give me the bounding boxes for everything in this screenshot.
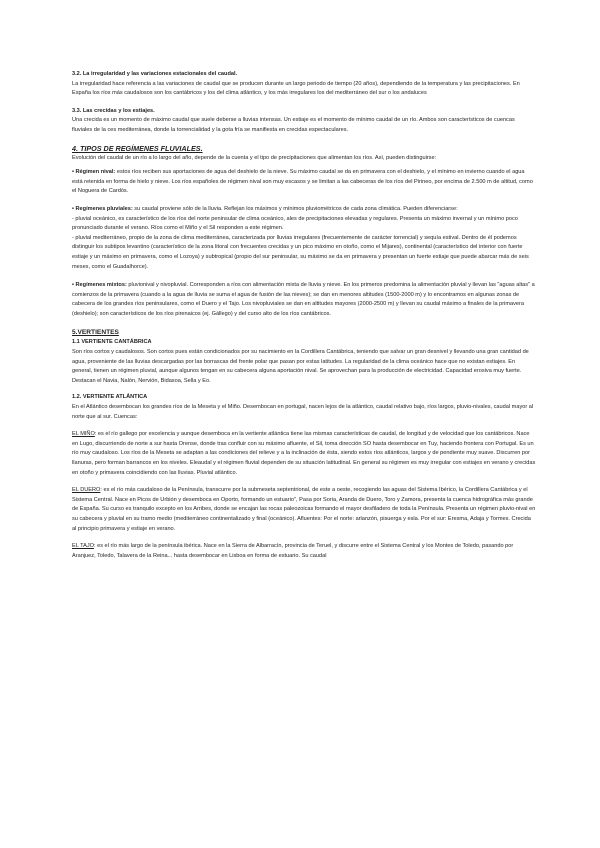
- pluvial-oceanico-text: - pluvial oceánico, es característico de los ríos del norte peninsular de clima oceánico, ales de precipitaciones elevadas y regulares. Presenta un máximo invernal y un mínimo poco pronunciado durante el verano. Ríos como el Miño y el Sil responden a este régimen.: [72, 215, 518, 232]
- river-mino-text: : es el río gallego por excelencia y aunque desemboca en la vertiente atlántica tiene las mismas características de caudal, de longitud y de velocidad que los cantábricos. Nace en Lugo, discurriendo de norte a sur hasta Orense, donde tras confluir con su máximo afluente, el Sil, toma dirección SO hasta desembocar en Tuy, haciendo frontera con Portugal. Es un río muy caudaloso. Los ríos de la Meseta se adaptan a las condiciones del relieve y a la inclinación de ésta, siendo estos ríos atlánticos, largos y de pendiente muy suave. Discurren por llanuras, pero forman barrancos en los niveles. Eleaudal y el régimen fluvial dependen de su situación latitudinal. En general su régimen es muy irregular con estiajes en verano y crecidas en otoño y primavera coincidiendo con las lluvias. Pluvial atlántico.: [72, 431, 536, 476]
- section-5-2-heading: 1.2. VERTIENTE ATLÁNTICA: [72, 394, 148, 401]
- river-mino-label: EL MIÑO: [72, 431, 95, 438]
- river-duero-paragraph: [72, 486, 536, 534]
- section-5-heading: 5.VERTIENTES: [72, 329, 119, 337]
- section-5-1-heading: 1.1 VERTIENTE CANTÁBRICA: [72, 339, 152, 346]
- section-3-2-body: La irregularidad hace referencia a las variaciones de caudal que se producen durante un largo periodo de tiempo (20 años), dependiendo de la temperatura y las precipitaciones. En España los ríos más caudalosos son los cantábricos y los del clima atlántico, y los más irregulares los del mediterráneo del sur o los andaluces: [72, 80, 520, 97]
- regime-nival-paragraph: [72, 168, 536, 197]
- river-tajo-paragraph: [72, 542, 536, 561]
- regime-pluvial-text: su caudal proviene sólo de la lluvia. Reflejan los máximos y mínimos pluviométricos de cada zona climática. Pueden diferenciarse:: [132, 205, 458, 212]
- section-4-heading: 4. TIPOS DE REGÍMENES FLUVIALES.: [72, 143, 203, 153]
- regime-mixtos-label: • Regímenes mixtos:: [72, 282, 127, 289]
- pluvial-mediterraneo-text: - pluvial mediterráneo, propio de la zona de clima mediterránea, caracterizada por lluvias irregulares (frecuentemente de carácter torrencial) y sequía estival. Dentro de él podemos distinguir los subtipos levantino (característico de la zona litoral con frecuentes crecidas y un pico máximo en otoño, como el Mijares), continental (característico del interior con fuerte estiaje y un máximo en primavera, como el Lozoya) y subtropical (propio del sur peninsular, su máximo se da en primavera y presentan un fuerte estiaje que puede abarcar más de seis meses, como el Guadalhorce).: [72, 234, 529, 270]
- section-5-1-body: Son ríos cortos y caudalosos. Son cortos pues están condicionados por su nacimiento en la Cordillera Cantábrica, teniendo que salvar un gran desnivel y llevando una gran cantidad de agua, proveniente de las lluvias descargadas por las borrascas del frente polar que pasan por estas latitudes. La regularidad de la clima oceánico hace que no existan estiajes. En general, tienen un régimen pluvial, aunque algunos tengan en su cabecera alguna aportación nival. Se aprovechan para la producción de electricidad. Capacidad erosiva muy fuerte. Destacan el Navia, Nalón, Nervión, Bidasoa, Sella y Eo.: [72, 349, 529, 384]
- regime-mixtos-text: pluvionival y nivopluvial. Corresponden a ríos con alimentación mixta de lluvia y nieve. En los primeros predomina la alimentación pluvial y llevan las "aguas altas" a comienzos de la primavera (cuando a la agua de lluvia se suma el agua de fusión de las nieves); se dan en menores altitudes (1500-2000 m) y lo encontramos en algunas zonas de cabecera de los grandes ríos peninsulares, como el Duero y el Tajo. Los nivopluviales se dan en altitudes mayores (2000-2500 m) y llevan su caudal máximo a finales de la primavera (deshielo); son característicos de los ríos pirenaicos (ej. Gállego) y del curso alto de los ríos cantábricos.: [72, 282, 535, 317]
- document-page: [72, 70, 536, 561]
- section-3-3-heading: 3.3. Las crecidas y los estiajes.: [72, 107, 155, 114]
- river-duero-label: EL DUERO: [72, 487, 101, 494]
- section-5-2-body: En el Atlántico desembocan los grandes ríos de la Meseta y el Miño. Desembocan en portugal, nacen lejos de la atlántico, caudal relativo bajo, ríos largos, pluvio-nivales, caudal mayor al norte que al sur. Cuencas:: [72, 404, 534, 420]
- river-mino-paragraph: [72, 430, 536, 478]
- river-tajo-label: EL TAJO: [72, 543, 94, 550]
- river-tajo-text: : es el río más largo de la península ibérica. Nace en la Sierra de Albarracín, provincia de Teruel, y discurre entre el Sistema Central y los Montes de Toledo, pasando por Aranjuez, Toledo, Talavera de la Reina... hasta desembocar en Lisboa en forma de estuario. Su caudal: [72, 543, 514, 559]
- section-4-intro: Evolución del caudal de un río a lo largo del año, depende de la cuenta y el tipo de precipitaciones que alimentan los ríos. Así, pueden distinguirse:: [72, 154, 437, 161]
- section-3-2-heading: 3.2. La irregularidad y las variaciones estacionales del caudal.: [72, 71, 238, 77]
- regime-nival-label: • Régimen nival:: [72, 169, 116, 176]
- regime-nival-text: estos ríos reciben sus aportaciones de agua del deshielo de la nieve. Su máximo caudal se da en primavera con el deshielo, y el mínimo en invierno cuando el agua está retenida en forma de hielo y nieve. Los ríos españoles de régimen nival son muy escasos y se limitan a las cabeceras de los ríos del Pirineo, por encima de 2.500 m de altitud, como el Noguera de Cardós.: [72, 169, 533, 195]
- regime-pluvial-label: • Regímenes pluviales:: [72, 205, 133, 212]
- regime-pluvial-paragraph: [72, 205, 536, 215]
- regime-mixtos-paragraph: [72, 281, 536, 319]
- section-3-3-body: Una crecida es un momento de máximo caudal que suele deberse a lluvias intensas. Un estiaje es el momento de mínimo caudal de un río. Ambos son característicos de cuencas fluviales de la ces mediterránea, donde la torrencialidad y la gota fría se manifiesta en crecidas espectaculares.: [72, 117, 515, 133]
- river-duero-text: : es el río más caudaloso de la Península, transcurre por la submeseta septentrional, de este a oeste, recogiendo las aguas del Sistema Ibérico, la Cordillera Cantábrica y el Sistema Central. Nace en Picos de Urbión y desemboca en Oporto, formando un estuario", Pasa por Soria, Aranda de Duero, Toro y Zamora, presenta la cuenca hidrográfica más grande de España. Su curso es tranquilo excepto en los Arribes, donde se encajan las rocas paleozoicas formando el mayor desfiladero de toda la Península. Presenta un régimen pluvio-nival en su cabecera y pluvial en su tramo medio (mediterráneo continentalizado y final (oceánico). Afluentes: Por el norte: arlanzón, pisuerga y esla. Por el sur: Eresma, Adaja y Tormes. Crecida al principio primavera y estiaje en verano.: [72, 487, 536, 532]
